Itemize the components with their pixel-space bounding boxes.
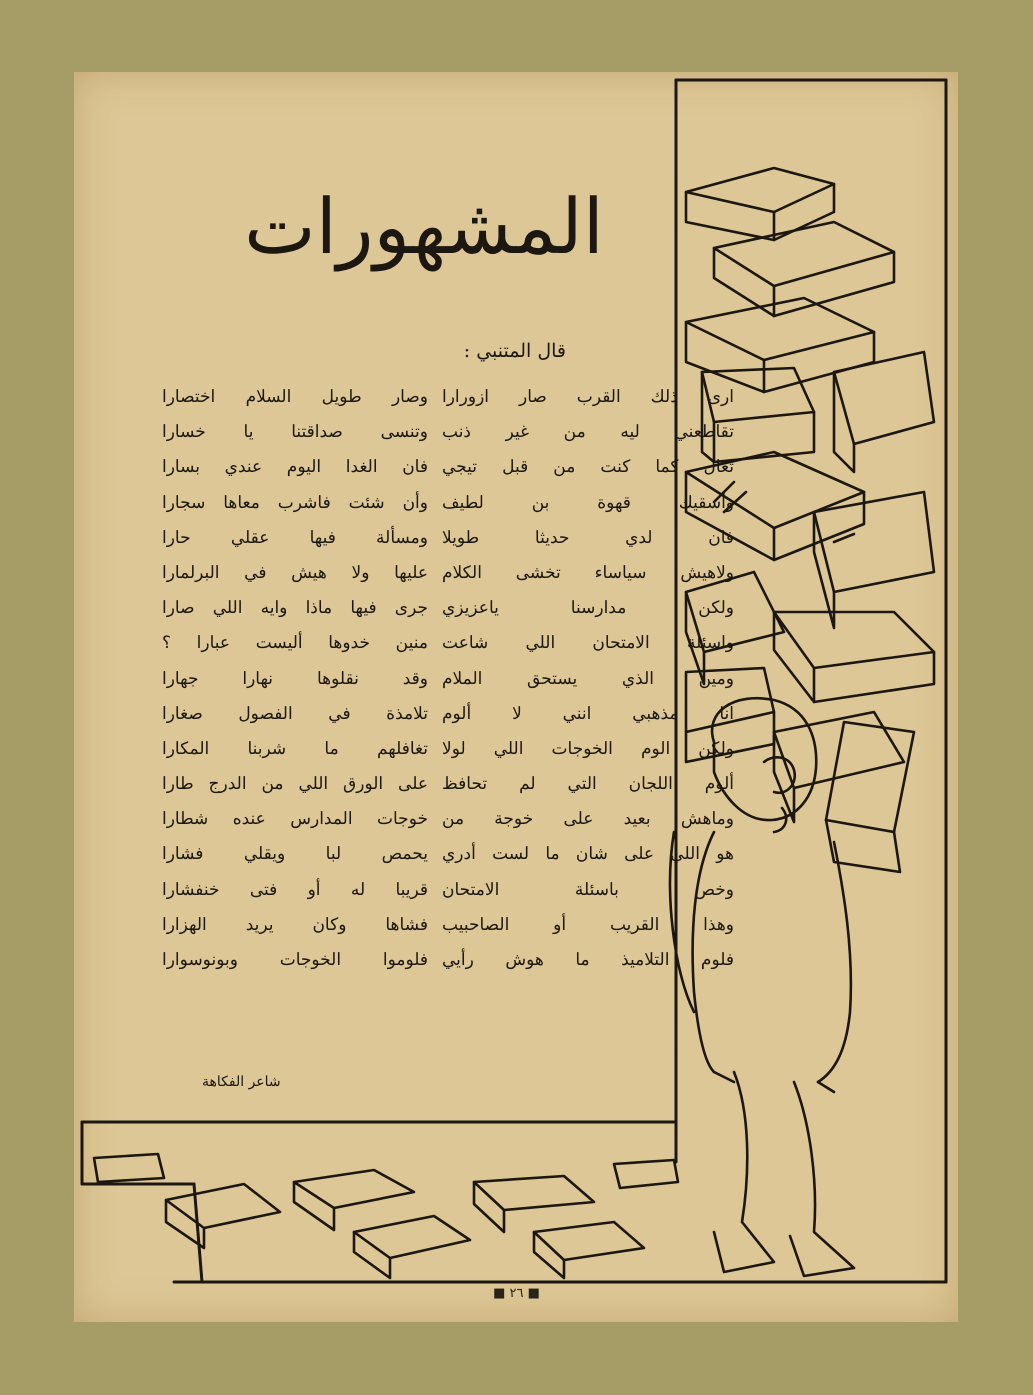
verse-line: ومسألة فيها عقلي حارا	[162, 527, 428, 548]
verse-line: خوجات المدارس عنده شطارا	[162, 809, 428, 830]
verse-line: فلوم التلاميذ ما هوش رأيي	[442, 950, 734, 970]
verse-line: فشاها وكان يريد الهزارا	[162, 914, 428, 935]
verse-line: وماهش بعيد على خوجة من	[442, 809, 734, 830]
poem-signature: شاعر الفكاهة	[202, 1074, 281, 1090]
verse-line: تقاطعني ليه من غير ذنب	[442, 422, 734, 443]
verse-line: جرى فيها ماذا وايه اللي صارا	[162, 598, 428, 619]
verse-line: وقد نقلوها نهارا جهارا	[162, 668, 428, 689]
verse-line: تلامذة في الفصول صغارا	[162, 703, 428, 724]
illustration-frame	[82, 80, 946, 1282]
page-title: المشهورات	[244, 182, 604, 271]
verse-line: ولكن الوم الخوجات اللي لولا	[442, 738, 734, 759]
page-number: ■ ٢٦ ■	[493, 1286, 540, 1301]
verse-line: وخص باسئلة الامتحان	[442, 879, 734, 900]
verse-line: قريبا له أو فتى خنفشارا	[162, 879, 428, 900]
verse-line: ألوم اللجان التي لم تحافظ	[442, 774, 734, 795]
verse-line: وتنسى صداقتنا يا خسارا	[162, 422, 428, 443]
verse-line: ومين الذي يستحق الملام	[442, 668, 734, 689]
verse-line: عليها ولا هيش في البرلمارا	[162, 562, 428, 583]
verse-line: هو اللي على شان ما لست أدري	[442, 844, 734, 865]
verse-line: منين خدوها أليست عبارا ؟	[162, 633, 428, 654]
verse-line: ارى ذلك القرب صار ازورارا	[442, 387, 734, 407]
verse-line: ولكن مدارسنا ياعزيزي	[442, 598, 734, 619]
verse-line: انا مذهبي انني لا ألوم	[442, 703, 734, 724]
verse-line: وأن شئت فاشرب معاها سجارا	[162, 492, 428, 513]
verse-line: يحمص لبا ويقلي فشارا	[162, 844, 428, 865]
verse-line: وهذا القريب أو الصاحبيب	[442, 914, 734, 935]
book-stack	[686, 168, 934, 822]
verse-line: واسئلة الامتحان اللي شاعت	[442, 633, 734, 654]
verse-line: فان الغدا اليوم عندي بسارا	[162, 457, 428, 478]
verse-line: وأسقيك قهوة بن لطيف	[442, 492, 734, 513]
verse-line: تغافلهم ما شربنا المكارا	[162, 738, 428, 759]
verse-line: تعال كما كنت من قبل تيجي	[442, 457, 734, 478]
poem-intro: قال المتنبي :	[463, 340, 566, 362]
verse-line: وصار طويل السلام اختصارا	[162, 387, 428, 407]
figure-carrying-book	[670, 698, 914, 1276]
verse-line: فلوموا الخوجات وبونوسوارا	[162, 950, 428, 970]
verse-line: على الورق اللي من الدرج طارا	[162, 774, 428, 795]
verse-line: فان لدي حديثا طويلا	[442, 527, 734, 548]
verse-line: ولاهيش سياساء تخشى الكلام	[442, 562, 734, 583]
books-illustration	[74, 72, 958, 1322]
floor-books	[94, 1154, 678, 1278]
